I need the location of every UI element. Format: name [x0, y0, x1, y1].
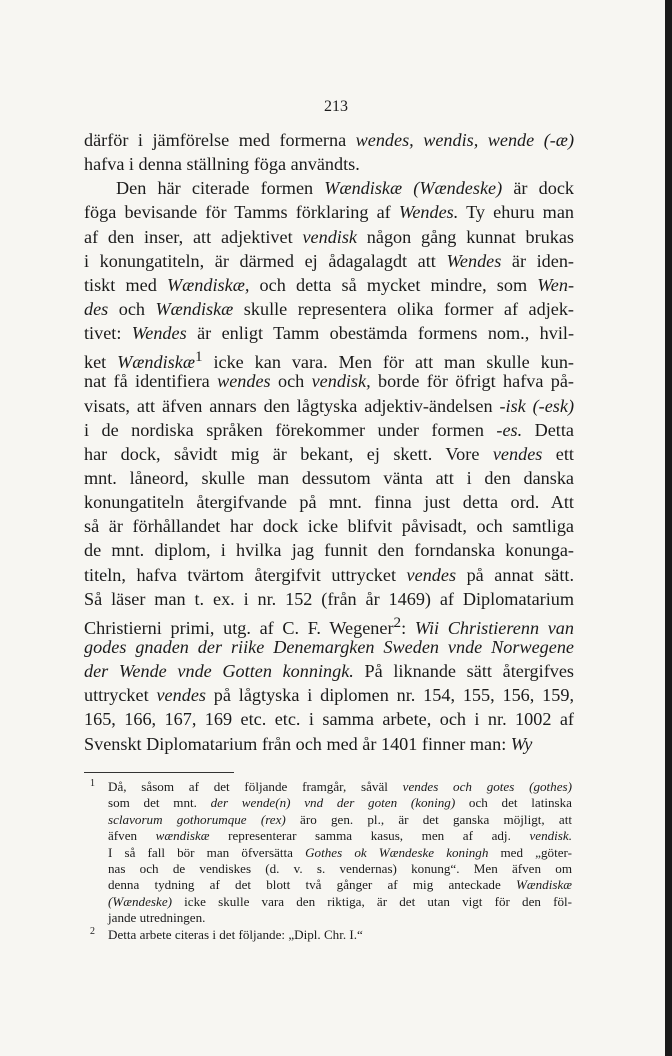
text-line: Christierni primi, utg. af C. F. Wegener$^2$: Wii Christierenn van: [84, 613, 574, 638]
footnote-line: (Wændeske) icke skulle vara den riktiga, är det utan vigt för den föl-: [108, 893, 572, 909]
text-line: der Wende vnde Gotten konningk. På liknande sätt återgifves: [84, 661, 574, 682]
text-line: Den här citerade formen Wændiskæ (Wændeske) är dock: [116, 178, 574, 199]
text-line: hafva i denna ställning föga användts.: [84, 154, 360, 175]
text-line: de mnt. diplom, i hvilka jag funnit den forndanska konunga-: [84, 540, 574, 561]
text-line: af den inser, att adjektivet vendisk någon gång kunnat brukas: [84, 226, 574, 247]
page-edge-shadow: [665, 0, 672, 1056]
text-line: har dock, såvidt mig är bekant, ej skett. Vore vendes ett: [84, 443, 574, 464]
text-line: des och Wændiskæ skulle representera olika former af adjek-: [84, 298, 574, 319]
text-line: tiskt med Wændiskæ, och detta så mycket mindre, som Wen-: [84, 274, 574, 295]
text-line: uttrycket vendes på lågtyska i diplomen nr. 154, 155, 156, 159,: [84, 685, 574, 706]
text-line: i de nordiska språken förekommer under formen -es. Detta: [84, 419, 574, 440]
footnote-line: som det mnt. der wende(n) vnd der goten (koning) och det latinska: [108, 795, 572, 811]
footnote-mark: 2: [90, 925, 95, 937]
text-line: därför i jämförelse med formerna wendes, wendis, wende (-æ): [84, 130, 574, 150]
text-line: titeln, hafva tvärtom återgifvit uttrycket vendes på annat sätt.: [84, 564, 574, 585]
text-line: ket Wændiskæ$^1$ icke kan vara. Men för att man skulle kun-: [84, 348, 574, 373]
text-line: så är förhållandet har dock icke blifvit påvisadt, och samtliga: [84, 516, 574, 537]
text-line: mnt. låneord, skulle man dessutom vänta att i den danska: [84, 467, 574, 488]
footnote-line: 2 Detta arbete citeras i det följande: „Dipl. Chr. I.“: [90, 925, 363, 942]
footnote-line: äfven wændiskæ representerar samma kasus, men af adj. vendisk.: [108, 828, 572, 844]
text-line: 165, 166, 167, 169 etc. etc. i samma arbete, och i nr. 1002 af: [84, 709, 574, 730]
text-line: föga bevisande för Tamms förklaring af Wendes. Ty ehuru man: [84, 202, 574, 223]
body-text: [84, 128, 574, 756]
footnote-line: jande utredningen.: [108, 910, 206, 926]
footnote-mark: 1: [90, 778, 95, 789]
footnote-line: I så fall bör man öfversätta Gothes ok Wændeske koningh med „göter-: [108, 844, 572, 860]
text-line: konungatiteln återgifvande på mnt. finna just detta ord. Att: [84, 492, 574, 513]
footnote-rule: [84, 772, 234, 773]
text-line: Svenskt Diplomatarium från och med år 1401 finner man: Wy: [84, 733, 533, 754]
footnotes: [84, 779, 572, 943]
text-line: Så läser man t. ex. i nr. 152 (från år 1469) af Diplomatarium: [84, 588, 574, 609]
footnote-line: sclavorum gothorumque (rex) äro gen. pl., är det ganska möjligt, att: [108, 811, 572, 827]
text-line: i konungatiteln, är därmed ej ådagalagdt att Wendes är iden-: [84, 250, 574, 271]
text-line: tivet: Wendes är enligt Tamm obestämda formens nom., hvil-: [84, 323, 574, 344]
text-line: nat få identifiera wendes och vendisk, borde för öfrigt hafva på-: [84, 371, 574, 392]
page-number: 213: [324, 98, 348, 115]
footnote-line: 1 Då, såsom af det följande framgår, såväl vendes och gotes (gothes): [90, 778, 572, 794]
text-line: godes gnaden der riike Denemargken Sweden vnde Norwegene: [84, 636, 574, 657]
footnote-line: denna tydning af det blott två gånger af mig anteckade Wændiskæ: [108, 877, 572, 893]
text-line: visats, att äfven annars den lågtyska adjektiv-ändelsen -isk (-esk): [84, 395, 575, 416]
footnote-line: nas och de vendiskes (d. v. s. vendernas) konung“. Men äfven om: [108, 860, 572, 876]
